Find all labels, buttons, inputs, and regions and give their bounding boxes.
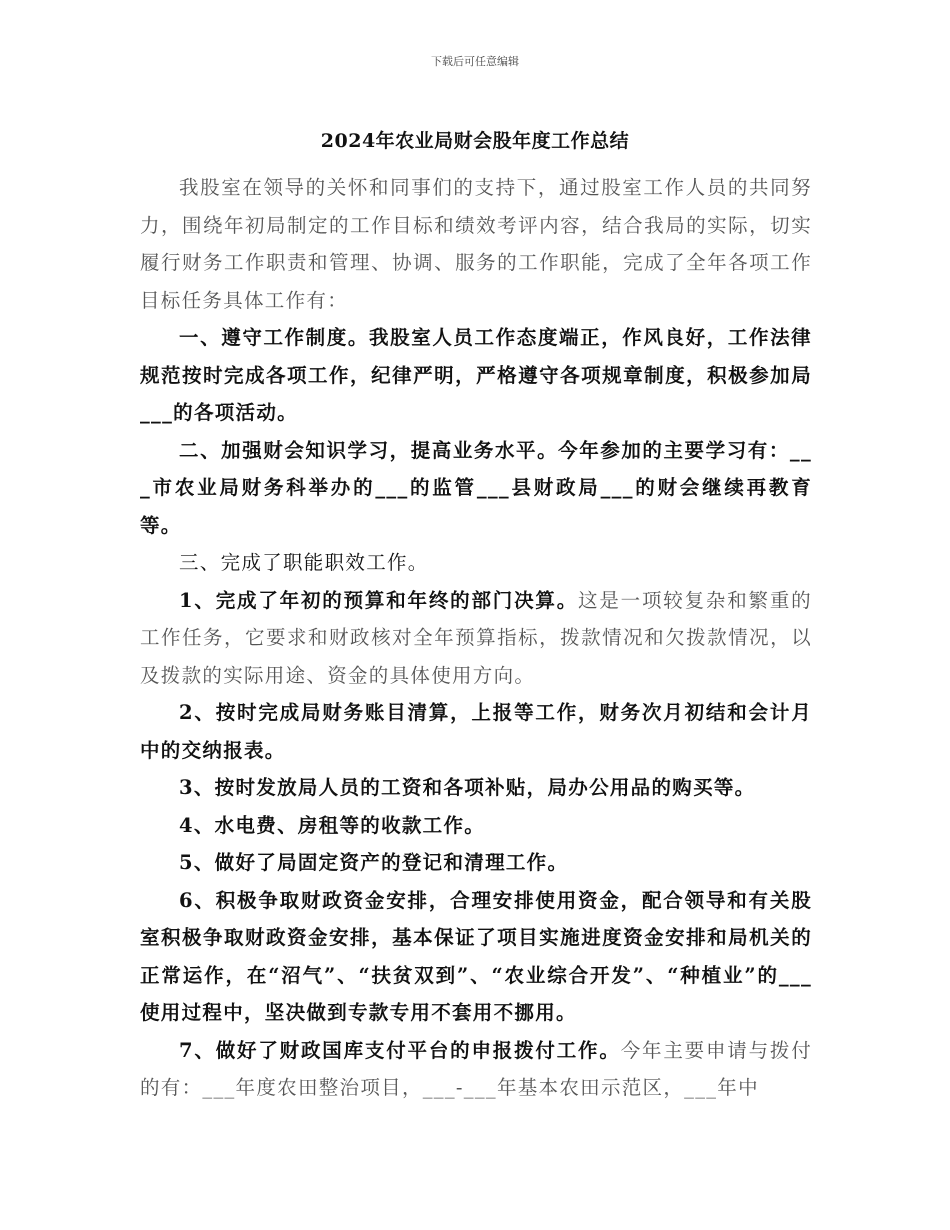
item-5-paragraph: 5、做好了局固定资产的登记和清理工作。 xyxy=(179,851,569,874)
document-body xyxy=(140,169,812,1107)
item-7-paragraph xyxy=(140,1032,812,1107)
item-4-paragraph: 4、水电费、房租等的收款工作。 xyxy=(179,813,486,837)
item-1-paragraph xyxy=(140,582,812,695)
header-note: 下载后可任意编辑 xyxy=(431,55,519,68)
document-title: 2024年农业局财会股年度工作总结 xyxy=(320,130,630,152)
section-2-paragraph: 二、加强财会知识学习，提高业务水平。今年参加的主要学习有：___市农业局财务科举办的___的监管___县财政局___的财会继续再教育等。 xyxy=(140,438,812,537)
section-1-paragraph: 一、遵守工作制度。我股室人员工作态度端正，作风良好，工作法律规范按时完成各项工作，纪律严明，严格遵守各项规章制度，积极参加局___的各项活动。 xyxy=(140,326,812,424)
item-7-detail: 今年主要申请与拨付的有：___年度农田整治项目，___-___年基本农田示范区，___年中 xyxy=(140,1038,813,1099)
section-3-heading: 三、完成了职能职效工作。 xyxy=(179,551,429,574)
item-6-paragraph: 6、积极争取财政资金安排，合理安排使用资金，配合领导和有关股室积极争取财政资金安排，基本保证了项目实施进度资金安排和局机关的正常运作，在“沼气”、“扶贫双到”、“农业综合开发”、“种植业”的___使用过程中，坚决做到专款专用不套用不挪用。 xyxy=(140,888,812,1024)
item-1-detail: 这是一项较复杂和繁重的工作任务，它要求和财政核对全年预算指标，拨款情况和欠拨款情况，以及拨款的实际用途、资金的具体使用方向。 xyxy=(140,588,812,687)
item-3-paragraph: 3、按时发放局人员的工资和各项补贴，局办公用品的购买等。 xyxy=(179,776,756,799)
intro-paragraph: 我股室在领导的关怀和同事们的支持下，通过股室工作人员的共同努力，围绕年初局制定的工作目标和绩效考评内容，结合我局的实际，切实履行财务工作职责和管理、协调、服务的工作职能，完成了全年各项工作目标任务具体工作有： xyxy=(140,176,812,312)
item-2-paragraph: 2、按时完成局财务账目清算，上报等工作，财务次月初结和会计月中的交纳报表。 xyxy=(140,701,812,762)
item-1-lead: 1、完成了年初的预算和年终的部门决算。 xyxy=(179,588,579,612)
item-7-lead: 7、做好了财政国库支付平台的申报拨付工作。 xyxy=(179,1038,621,1062)
